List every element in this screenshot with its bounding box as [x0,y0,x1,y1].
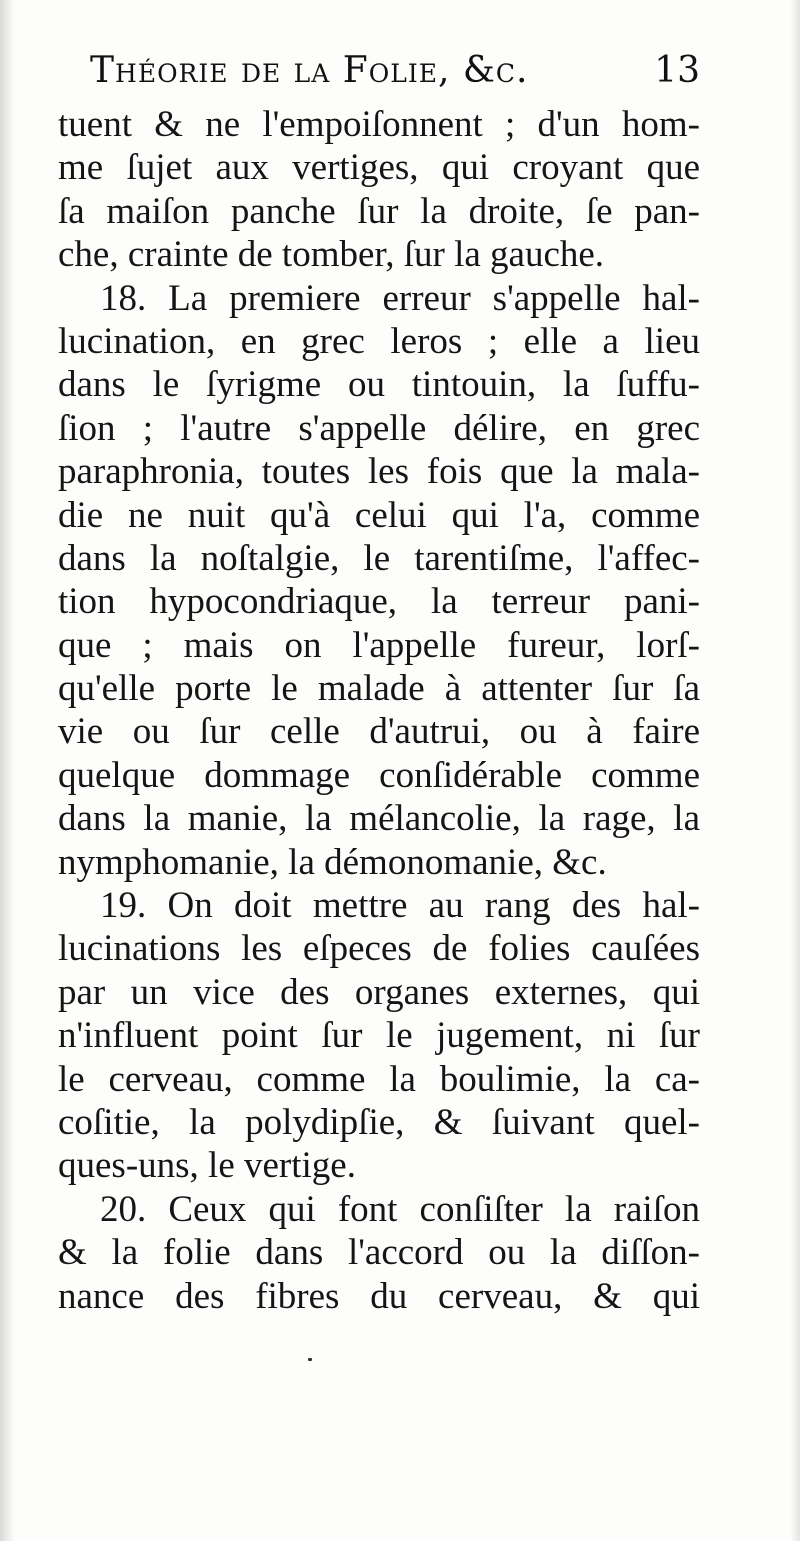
text-line: die ne nuit qu'à celui qui l'a, comme [58,494,700,536]
page-number: 13 [654,50,700,91]
text-line: ſa maiſon panche ſur la droite, ſe pan- [58,190,700,232]
text-line: dans la manie, la mélancolie, la rage, la [58,798,700,840]
text-line: lucination, en grec leros ; elle a lieu [58,320,700,362]
text-line: lucinations les eſpeces de folies cauſées [58,928,700,970]
text-line: vie ou ſur celle d'autrui, ou à faire [58,711,700,753]
running-title: Théorie de la Folie, &c. [90,50,529,91]
text-line: ques-uns, le vertige. [58,1145,356,1187]
text-line: che, crainte de tomber, ſur la gauche. [58,234,605,276]
page-edge-shadow-right [790,0,800,1541]
text-line: nance des fibres du cerveau, & qui [58,1275,700,1317]
text-line: dans la noſtalgie, le tarentiſme, l'affec- [58,537,700,579]
ink-speck [308,1358,312,1361]
text-line: dans le ſyrigme ou tintouin, la ſuffu- [58,364,700,406]
text-line: paraphronia, toutes les fois que la mala- [58,451,700,493]
text-line: me ſujet aux vertiges, qui croyant que [58,147,700,189]
text-line: nymphomanie, la démonomanie, &c. [58,841,607,883]
body-text [58,103,700,1318]
text-line: coſitie, la polydipſie, & ſuivant quel- [58,1101,700,1143]
paragraph-20-start: 20. Ceux qui font conſiſter la raiſon [100,1188,700,1230]
text-line: tuent & ne l'empoiſonnent ; d'un hom- [58,104,700,145]
running-head [90,50,700,98]
paragraph-18-start: 18. La premiere erreur s'appelle hal- [100,277,700,319]
text-line: qu'elle porte le malade à attenter ſur ſa [58,668,700,710]
text-line: que ; mais on l'appelle fureur, lorſ- [58,624,700,666]
text-line: n'influent point ſur le jugement, ni ſur [58,1015,700,1057]
text-line: le cerveau, comme la boulimie, la ca- [58,1058,700,1100]
text-line: par un vice des organes externes, qui [58,971,700,1013]
text-line: tion hypocondriaque, la terreur pani- [58,581,700,623]
text-line: quelque dommage conſidérable comme [58,754,700,796]
paragraph-19-start: 19. On doit mettre au rang des hal- [100,885,700,927]
page-edge-shadow-left [0,0,14,1541]
text-line: & la folie dans l'accord ou la diſſon- [58,1232,700,1274]
text-line: ſion ; l'autre s'appelle délire, en grec [58,407,700,449]
